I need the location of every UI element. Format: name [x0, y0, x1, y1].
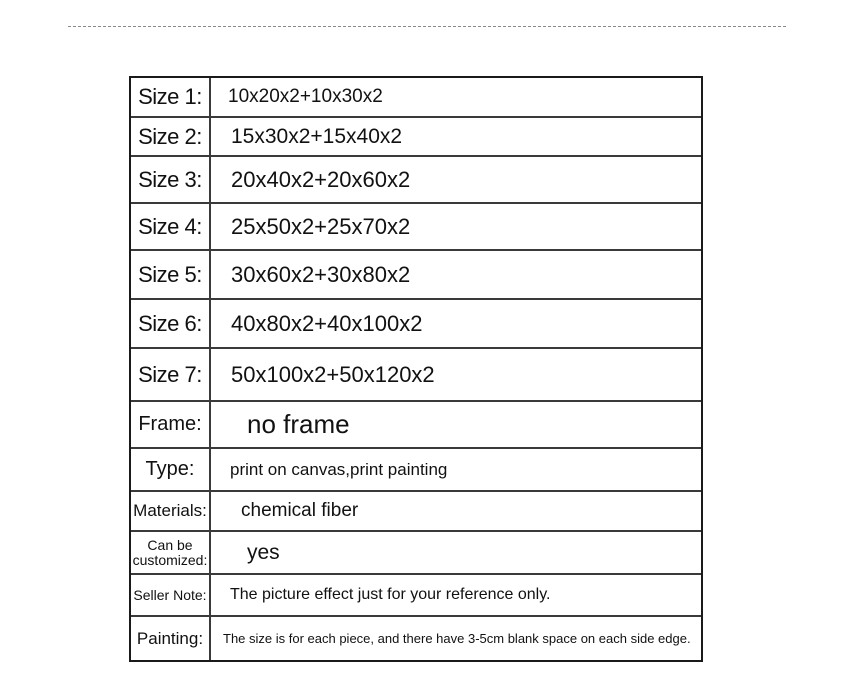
- spec-value: 20x40x2+20x60x2: [231, 166, 411, 192]
- spec-row-size-4: [131, 204, 701, 251]
- spec-value: 50x100x2+50x120x2: [231, 361, 435, 387]
- spec-label: Frame:: [131, 402, 211, 447]
- spec-value: 25x50x2+25x70x2: [231, 213, 411, 239]
- product-spec-table: [129, 76, 703, 662]
- spec-row-size-7: [131, 349, 701, 402]
- spec-row-materials: [131, 492, 701, 532]
- spec-value: 10x20x2+10x30x2: [228, 86, 383, 107]
- spec-value: 15x30x2+15x40x2: [231, 124, 403, 148]
- spec-label: Size 7:: [131, 349, 211, 400]
- spec-label: Painting:: [131, 617, 211, 660]
- spec-row-customized: [131, 532, 701, 575]
- spec-row-size-2: [131, 118, 701, 157]
- spec-label: Size 5:: [131, 251, 211, 298]
- spec-row-type: [131, 449, 701, 492]
- spec-row-size-3: [131, 157, 701, 204]
- spec-row-size-5: [131, 251, 701, 300]
- spec-row-painting: [131, 617, 701, 660]
- spec-label: Size 4:: [131, 204, 211, 249]
- spec-label: Seller Note:: [131, 575, 211, 615]
- spec-label: Size 3:: [131, 157, 211, 202]
- spec-row-size-1: [131, 78, 701, 118]
- spec-value: The size is for each piece, and there have 3-5cm blank space on each side edge.: [223, 631, 691, 646]
- spec-label-line: Can be: [147, 536, 193, 553]
- spec-row-size-6: [131, 300, 701, 349]
- spec-value: yes: [247, 540, 280, 564]
- spec-value: no frame: [247, 409, 350, 439]
- spec-value: The picture effect just for your reference only.: [230, 586, 551, 603]
- spec-row-seller-note: [131, 575, 701, 617]
- spec-row-frame: [131, 402, 701, 449]
- spec-label: Size 2:: [131, 118, 211, 155]
- spec-label: Materials:: [131, 492, 211, 530]
- spec-value: 40x80x2+40x100x2: [231, 310, 423, 336]
- spec-value: 30x60x2+30x80x2: [231, 261, 411, 287]
- spec-label: Size 1:: [131, 78, 211, 116]
- dashed-divider: [68, 26, 786, 27]
- spec-value: chemical fiber: [241, 500, 359, 521]
- spec-label: Size 6:: [131, 300, 211, 347]
- spec-label: [131, 532, 211, 573]
- spec-value: print on canvas,print painting: [230, 459, 448, 479]
- spec-label-line: customized:: [132, 551, 208, 568]
- spec-label: Type:: [131, 449, 211, 490]
